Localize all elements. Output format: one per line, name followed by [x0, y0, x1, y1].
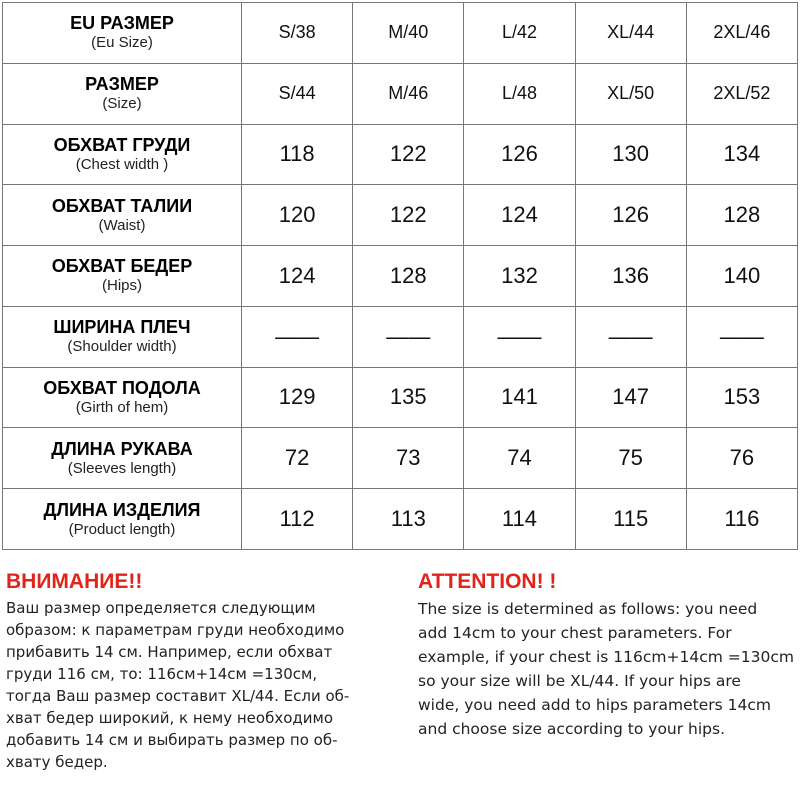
- table-row: [3, 306, 798, 367]
- value-cell: [242, 246, 353, 307]
- cell-value: 141: [501, 384, 538, 410]
- row-subtitle: (Waist): [98, 216, 146, 234]
- value-cell: [575, 306, 686, 367]
- value-cell: [464, 489, 575, 550]
- cell-value: 118: [279, 141, 315, 167]
- cell-value: 136: [612, 262, 650, 288]
- notice-russian: [6, 567, 406, 773]
- value-cell: [686, 3, 797, 64]
- cell-value: 153: [723, 384, 761, 410]
- cell-value: 75: [618, 445, 643, 471]
- value-cell: [353, 246, 464, 307]
- value-cell: [575, 124, 686, 185]
- row-label-cell: [3, 3, 242, 64]
- cell-value: 2XL/46: [713, 22, 771, 43]
- cell-value: 116: [724, 506, 760, 532]
- cell-value: XL/50: [607, 83, 655, 104]
- value-cell: [686, 124, 797, 185]
- row-title: ОБХВАТ ГРУДИ: [53, 134, 191, 155]
- cell-value: 114: [501, 506, 537, 532]
- row-label-cell: [3, 124, 242, 185]
- table-row: [3, 3, 798, 64]
- cell-value: ——: [386, 323, 431, 349]
- cell-value: 128: [723, 202, 761, 228]
- value-cell: [464, 367, 575, 428]
- value-cell: [353, 306, 464, 367]
- row-title: ОБХВАТ ПОДОЛА: [43, 377, 201, 398]
- value-cell: [686, 63, 797, 124]
- cell-value: ——: [608, 323, 653, 349]
- cell-value: 134: [723, 141, 761, 167]
- notice-english-body: The size is determined as follows: you need add 14cm to your chest parameters. For example, if your chest is 116cm+14cm =130cm so your size will be XL/44. If your hips are wide, you need add to hips parameters 14cm and choose size according to your hips.: [418, 600, 794, 738]
- value-cell: [686, 246, 797, 307]
- table-row: [3, 185, 798, 246]
- cell-value: 132: [501, 262, 538, 288]
- row-title: ШИРИНА ПЛЕЧ: [53, 317, 191, 338]
- cell-value: S/44: [278, 83, 316, 104]
- row-label-cell: [3, 428, 242, 489]
- table-row: [3, 246, 798, 307]
- value-cell: [464, 185, 575, 246]
- value-cell: [353, 428, 464, 489]
- notice-english-heading: ATTENTION! !: [418, 570, 557, 593]
- notice-russian-body: Ваш размер определяется следующим образом: к параметрам груди необходимо прибавить 14 см. Например, если обхват груди 116 см, то: 116см+14см =130см, тогда Ваш размер составит XL/44. Если об- хват бедер широкий, к нему необходимо добавить 14 см и выбирать размер по об- хвату бедер.: [6, 599, 350, 771]
- cell-value: 124: [501, 202, 538, 228]
- cell-value: L/48: [501, 83, 537, 104]
- value-cell: [353, 367, 464, 428]
- cell-value: S/38: [278, 22, 316, 43]
- row-label-cell: [3, 246, 242, 307]
- value-cell: [575, 489, 686, 550]
- value-cell: [353, 185, 464, 246]
- notice-russian-heading: ВНИМАНИЕ!!: [6, 570, 143, 593]
- cell-value: 126: [612, 202, 650, 228]
- value-cell: [464, 3, 575, 64]
- row-label-cell: [3, 306, 242, 367]
- row-title: ДЛИНА РУКАВА: [51, 438, 193, 459]
- value-cell: [575, 63, 686, 124]
- value-cell: [686, 185, 797, 246]
- value-cell: [353, 124, 464, 185]
- row-subtitle: (Eu Size): [91, 34, 153, 52]
- value-cell: [575, 367, 686, 428]
- cell-value: 113: [390, 506, 426, 532]
- value-cell: [464, 63, 575, 124]
- value-cell: [242, 489, 353, 550]
- row-title: ОБХВАТ БЕДЕР: [51, 256, 193, 277]
- cell-value: 73: [396, 445, 421, 471]
- value-cell: [353, 63, 464, 124]
- table-row: [3, 124, 798, 185]
- table-row: [3, 367, 798, 428]
- cell-value: 147: [612, 384, 650, 410]
- value-cell: [353, 489, 464, 550]
- cell-value: 126: [501, 141, 538, 167]
- value-cell: [575, 185, 686, 246]
- value-cell: [686, 306, 797, 367]
- row-subtitle: (Sleeves length): [67, 459, 177, 477]
- notice-english: [418, 567, 798, 741]
- cell-value: 135: [389, 384, 427, 410]
- value-cell: [242, 185, 353, 246]
- cell-value: 2XL/52: [713, 83, 771, 104]
- table-row: [3, 63, 798, 124]
- cell-value: M/40: [388, 22, 429, 43]
- table-row: [3, 489, 798, 550]
- cell-value: 76: [729, 445, 755, 471]
- value-cell: [575, 246, 686, 307]
- value-cell: [464, 306, 575, 367]
- cell-value: ——: [497, 323, 542, 349]
- value-cell: [464, 124, 575, 185]
- cell-value: 129: [278, 384, 316, 410]
- value-cell: [464, 428, 575, 489]
- cell-value: M/46: [388, 83, 429, 104]
- value-cell: [575, 3, 686, 64]
- cell-value: 122: [389, 141, 427, 167]
- cell-value: 120: [278, 202, 316, 228]
- row-subtitle: (Shoulder width): [67, 338, 177, 356]
- row-subtitle: (Product length): [68, 520, 176, 538]
- row-subtitle: (Chest width ): [75, 155, 169, 173]
- cell-value: 112: [279, 506, 315, 532]
- row-title: РАЗМЕР: [85, 74, 159, 95]
- row-subtitle: (Hips): [102, 277, 142, 295]
- value-cell: [575, 428, 686, 489]
- value-cell: [686, 367, 797, 428]
- row-subtitle: (Girth of hem): [75, 398, 169, 416]
- row-label-cell: [3, 63, 242, 124]
- row-label-cell: [3, 367, 242, 428]
- row-title: ОБХВАТ ТАЛИИ: [51, 195, 193, 216]
- value-cell: [242, 306, 353, 367]
- value-cell: [242, 63, 353, 124]
- cell-value: 124: [278, 262, 316, 288]
- value-cell: [242, 3, 353, 64]
- cell-value: 122: [389, 202, 427, 228]
- cell-value: L/42: [501, 22, 537, 43]
- cell-value: 72: [284, 445, 310, 471]
- row-subtitle: (Size): [102, 95, 142, 113]
- value-cell: [242, 124, 353, 185]
- cell-value: ——: [275, 323, 320, 349]
- table-row: [3, 428, 798, 489]
- value-cell: [242, 367, 353, 428]
- cell-value: 140: [723, 262, 761, 288]
- size-chart-body: [3, 3, 798, 550]
- cell-value: 128: [389, 262, 427, 288]
- size-chart-table: [2, 2, 798, 550]
- cell-value: XL/44: [607, 22, 655, 43]
- row-label-cell: [3, 489, 242, 550]
- cell-value: 74: [507, 445, 532, 471]
- value-cell: [242, 428, 353, 489]
- row-title: ДЛИНА ИЗДЕЛИЯ: [43, 499, 201, 520]
- value-cell: [686, 428, 797, 489]
- row-title: EU РАЗМЕР: [70, 13, 174, 34]
- cell-value: 130: [612, 141, 650, 167]
- row-label-cell: [3, 185, 242, 246]
- value-cell: [686, 489, 797, 550]
- cell-value: 115: [613, 506, 649, 532]
- value-cell: [464, 246, 575, 307]
- cell-value: ——: [719, 323, 764, 349]
- value-cell: [353, 3, 464, 64]
